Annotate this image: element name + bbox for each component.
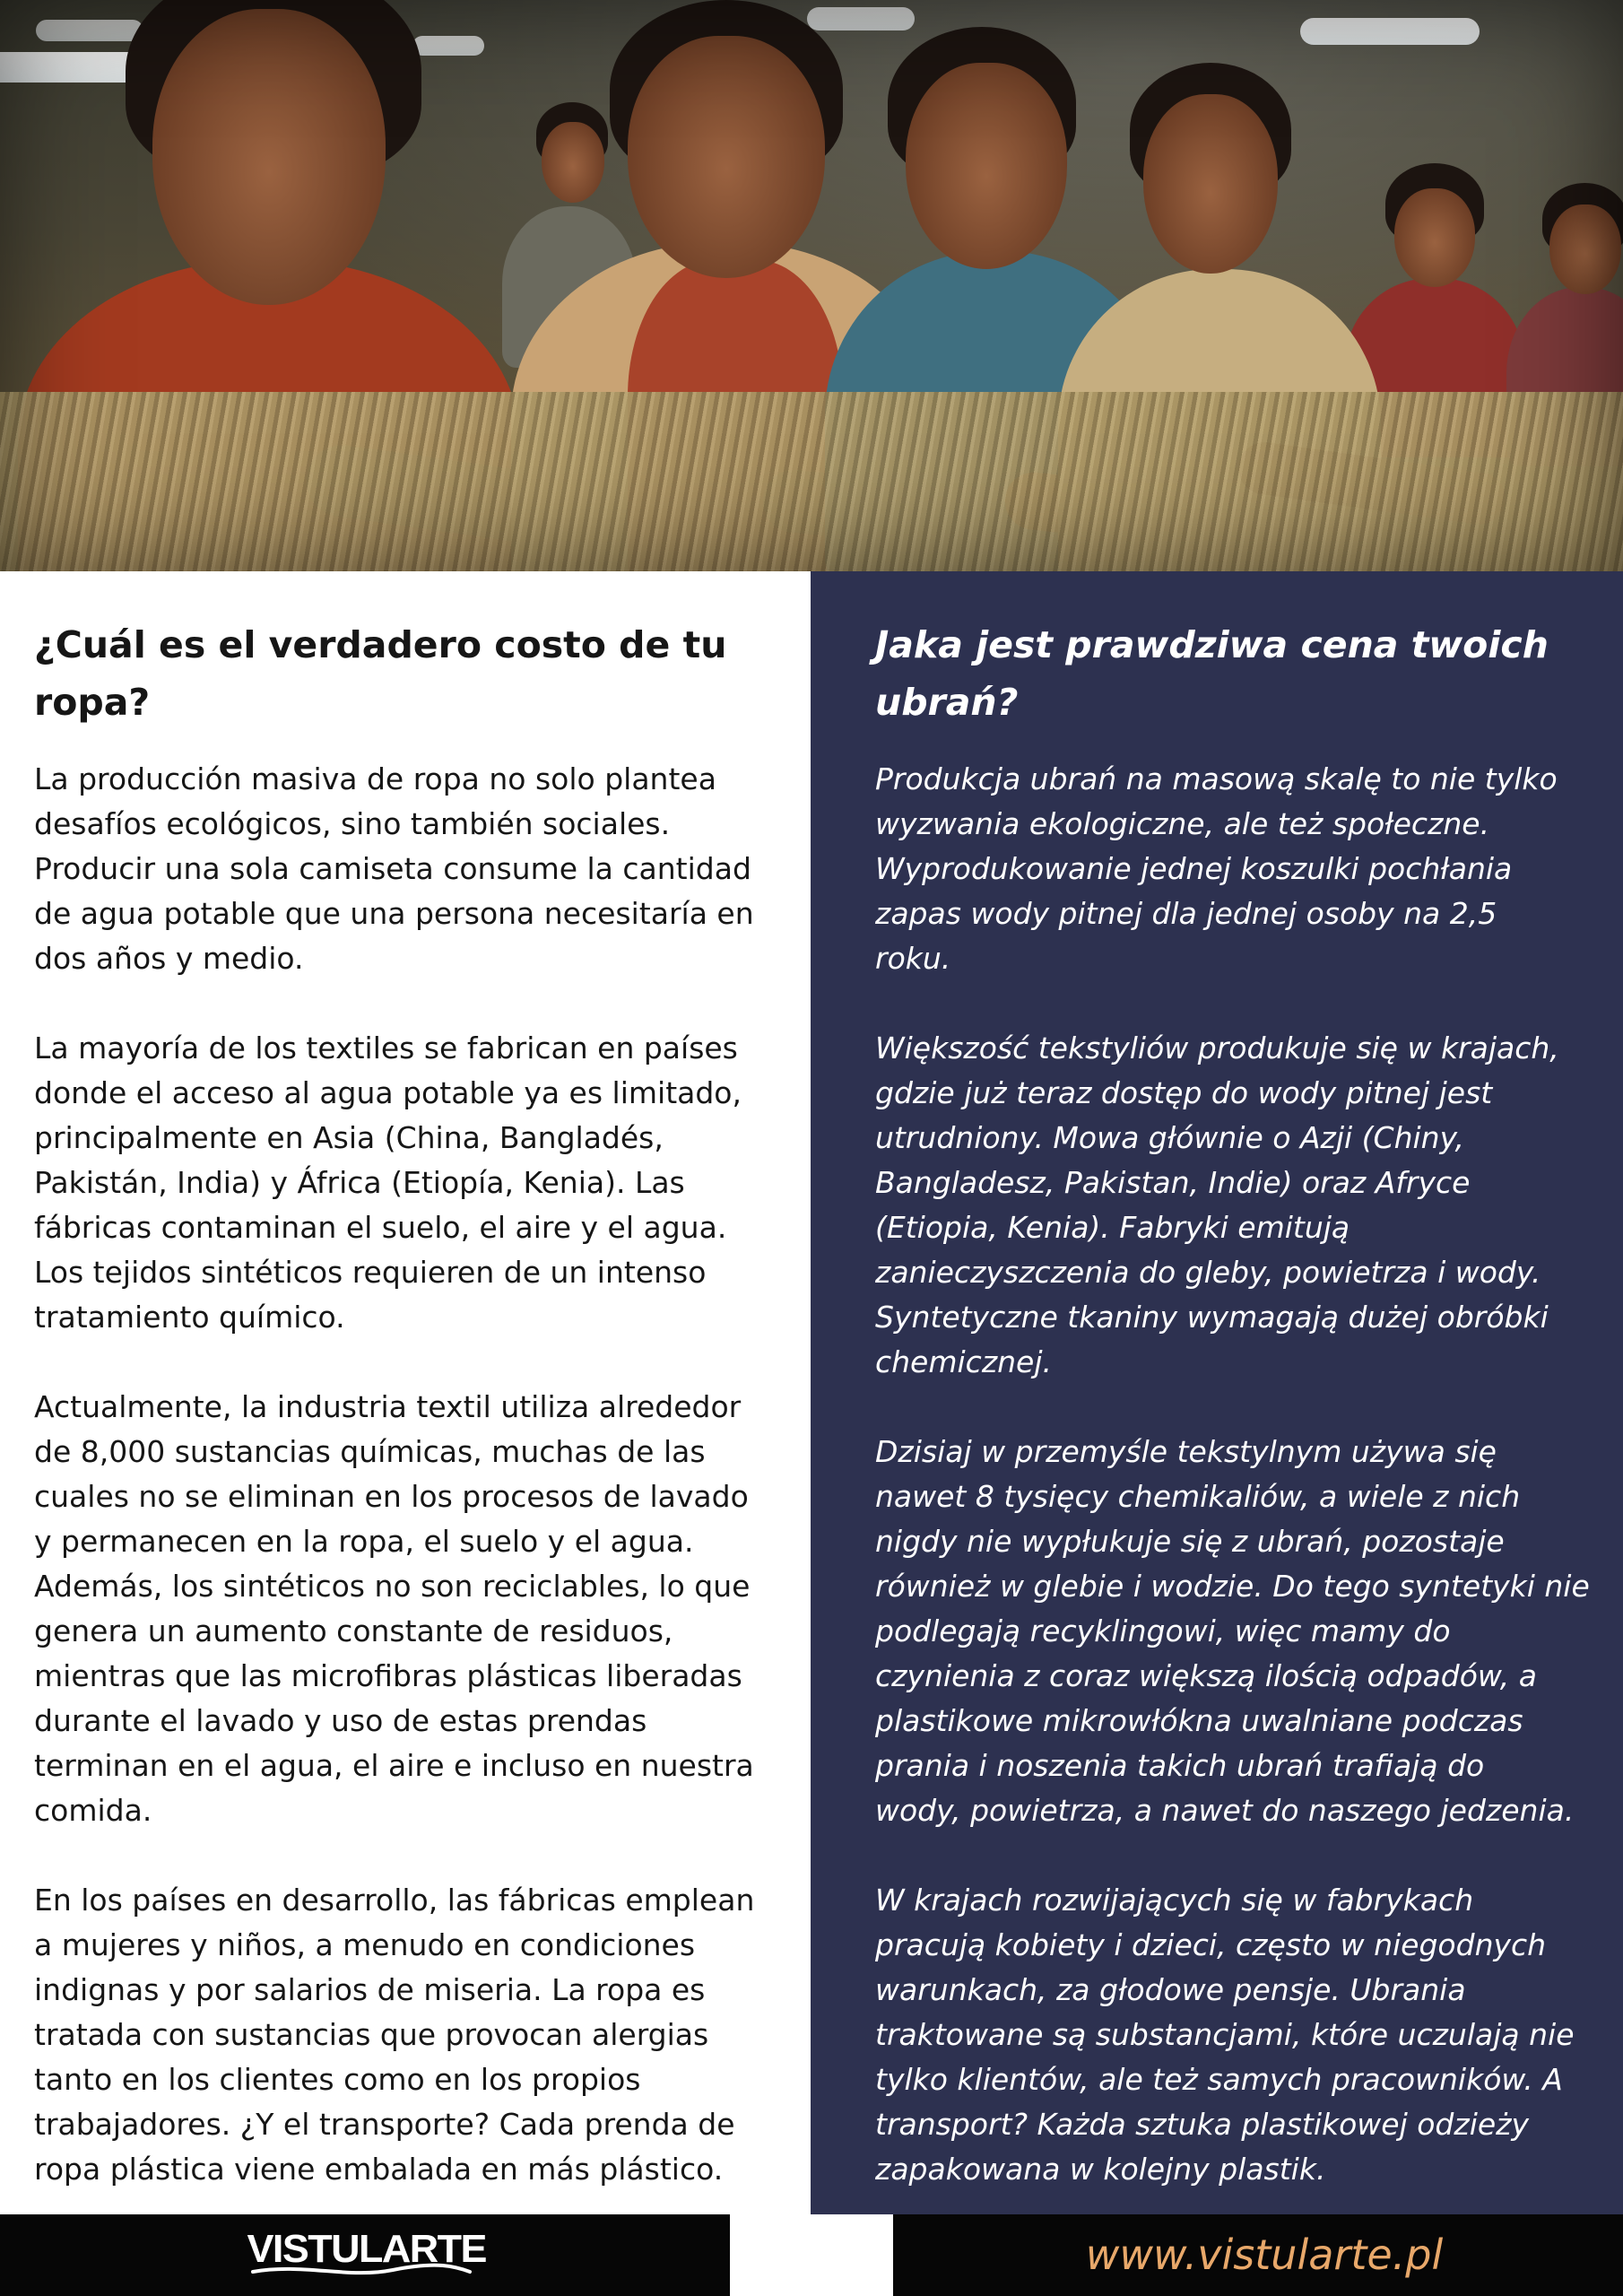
polish-title: Jaka jest prawdziwa cena twoich ubrań?	[875, 623, 1549, 724]
logo-wave-icon	[249, 2261, 473, 2281]
spanish-column	[0, 571, 811, 2214]
polish-paragraph: Produkcja ubrań na masową skalę to nie tylko wyzwania ekologiczne, ale też społeczne. Wyprodukowanie jednej koszulki pochłania zapas wody pitnej dla jednej osoby na 2,5 roku.	[875, 761, 1558, 976]
website-link[interactable]: www.vistularte.pl	[1085, 2231, 1444, 2279]
spanish-paragraph: La producción masiva de ropa no solo plantea desafíos ecológicos, sino también sociales. Producir una sola camiseta consume la cantidad de agua potable que una persona necesitaría en dos años y medio.	[34, 761, 754, 976]
spanish-paragraph: En los países en desarrollo, las fábricas emplean a mujeres y niños, a menudo en condiciones indignas y por salarios de miseria. La ropa es tratada con sustancias que provocan alergias tanto en los clientes como en los propios trabajadores. ¿Y el transporte? Cada prenda de ropa plástica viene embalada en más plástico.	[34, 1883, 755, 2187]
footer-bar	[0, 2214, 1623, 2296]
spanish-paragraph: Actualmente, la industria textil utiliza alrededor de 8,000 sustancias químicas, muchas de las cuales no se eliminan en los procesos de lavado y permanecen en la ropa, el suelo y el agua. Además, los sintéticos no son reciclables, lo que genera un aumento constante de residuos, mientras que las microfibras plásticas liberadas durante el lavado y uso de estas prendas terminan en el agua, el aire e incluso en nuestra comida.	[34, 1389, 754, 1828]
factory-workers-photo	[0, 0, 1623, 571]
polish-column	[811, 571, 1623, 2214]
spanish-body	[34, 757, 778, 2192]
footer-divider-block	[730, 2214, 893, 2296]
vistularte-logo[interactable]	[247, 2227, 486, 2281]
spanish-title: ¿Cuál es el verdadero costo de tu ropa?	[34, 623, 727, 724]
polish-paragraph: Większość tekstyliów produkuje się w krajach, gdzie już teraz dostęp do wody pitnej jest utrudniony. Mowa głównie o Azji (Chiny, Bangladesz, Pakistan, Indie) oraz Afryce (Etiopia, Kenia). Fabryki emitują zanieczyszczenia do gleby, powietrza i wody. Syntetyczne tkaniny wymagają dużej obróbki chemicznej.	[875, 1031, 1559, 1379]
polish-body	[875, 757, 1593, 2192]
polish-paragraph: W krajach rozwijających się w fabrykach pracują kobiety i dzieci, często w niegodnych warunkach, za głodowe pensje. Ubrania traktowane są substancjami, które uczulają nie tylko klientów, ale też samych pracowników. A transport? Każda sztuka plastikowej odzieży zapakowana w kolejny plastik.	[875, 1883, 1575, 2187]
logo-text: VISTULARTE	[247, 2227, 486, 2271]
polish-paragraph: Dzisiaj w przemyśle tekstylnym używa się nawet 8 tysięcy chemikaliów, a wiele z nich nigdy nie wypłukuje się z ubrań, pozostaje również w glebie i wodzie. Do tego syntetyki nie podlegają recyklingowi, więc mamy do czynienia z coraz większą ilością odpadów, a plastikowe mikrowłókna uwalniane podczas prania i noszenia takich ubrań trafiają do wody, powietrza, a nawet do naszego jedzenia.	[875, 1434, 1590, 1828]
spanish-paragraph: La mayoría de los textiles se fabrican en países donde el acceso al agua potable ya es limitado, principalmente en Asia (China, Bangladés, Pakistán, India) y África (Etiopía, Kenia). Las fábricas contaminan el suelo, el aire y el agua. Los tejidos sintéticos requieren de un intenso tratamiento químico.	[34, 1031, 742, 1335]
